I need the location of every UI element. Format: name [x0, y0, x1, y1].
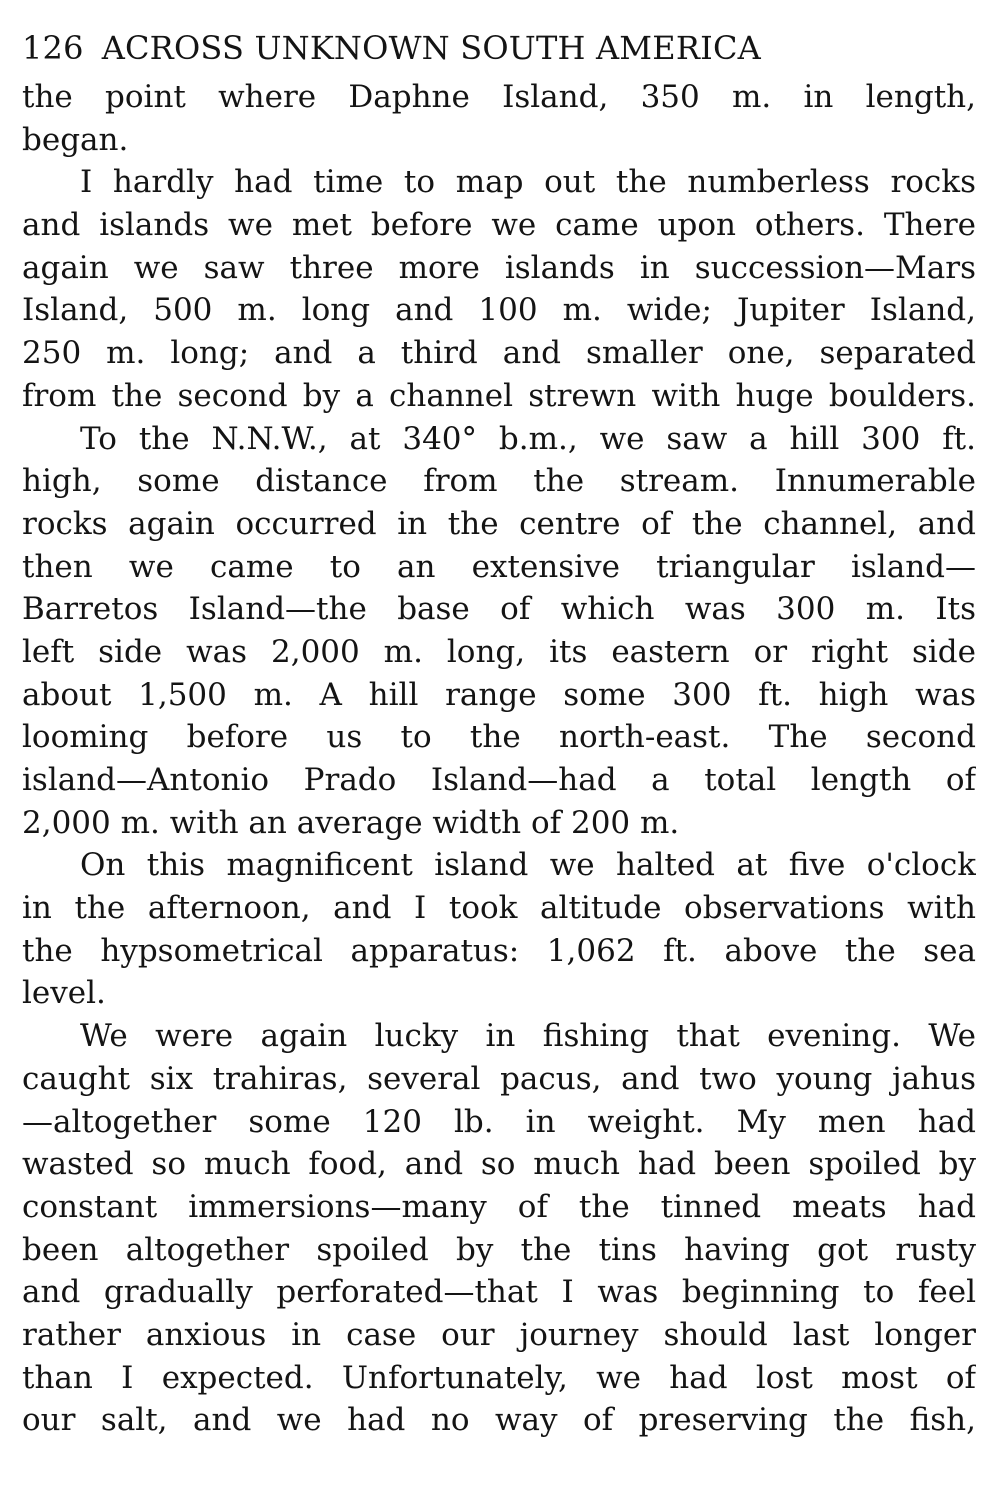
- text-line: high, some distance from the stream. Innumerable: [22, 463, 976, 500]
- paragraph-2: [22, 161, 976, 417]
- running-head: [22, 28, 976, 76]
- text-line: from the second by a channel strewn with huge boulders.: [22, 377, 976, 414]
- paragraph-4: [22, 844, 976, 1015]
- paragraph-1: [22, 76, 976, 161]
- text-line: rather anxious in case our journey should last longer: [22, 1316, 976, 1353]
- text-line: island—Antonio Prado Island—had a total length of: [22, 762, 976, 798]
- text-line: Barretos Island—the base of which was 300 m. Its: [22, 591, 976, 628]
- text-line: We were again lucky in fishing that evening. We: [80, 1018, 976, 1055]
- page-number: 126: [22, 29, 84, 67]
- text-line: and gradually perforated—that I was beginning to feel: [22, 1274, 976, 1311]
- text-line: I hardly had time to map out the numberless rocks: [80, 164, 976, 201]
- text-line: in the afternoon, and I took altitude observations with: [22, 890, 976, 927]
- text-line: 2,000 m. with an average width of 200 m.: [22, 804, 680, 841]
- text-line: our salt, and we had no way of preserving the fish,: [22, 1402, 976, 1439]
- text-line: rocks again occurred in the centre of the channel, and: [22, 505, 976, 542]
- text-line: then we came to an extensive triangular island—: [22, 548, 976, 585]
- text-line: and islands we met before we came upon others. There: [22, 207, 976, 244]
- body-text: [22, 76, 976, 1442]
- text-line: the hypsometrical apparatus: 1,062 ft. above the sea: [22, 932, 976, 969]
- text-line: than I expected. Unfortunately, we had lost most of: [22, 1359, 976, 1396]
- text-line: left side was 2,000 m. long, its eastern or right side: [22, 633, 976, 670]
- text-line: Island, 500 m. long and 100 m. wide; Jupiter Island,: [22, 292, 976, 329]
- text-line: caught six trahiras, several pacus, and two young jahus: [22, 1060, 976, 1097]
- text-line: To the N.N.W., at 340° b.m., we saw a hill 300 ft.: [80, 420, 976, 457]
- text-line: constant immersions—many of the tinned meats had: [22, 1188, 976, 1225]
- paragraph-5: [22, 1015, 976, 1442]
- text-line: began.: [22, 121, 129, 158]
- running-title: ACROSS UNKNOWN SOUTH AMERICA: [101, 29, 761, 67]
- text-line: about 1,500 m. A hill range some 300 ft. high was: [22, 676, 976, 713]
- paragraph-3: [22, 418, 976, 845]
- text-line: level.: [22, 975, 106, 1012]
- text-line: again we saw three more islands in succession—Mars: [22, 249, 976, 286]
- text-line: On this magnificent island we halted at five o'clock: [80, 847, 976, 884]
- text-line: been altogether spoiled by the tins having got rusty: [22, 1231, 976, 1268]
- text-line: looming before us to the north-east. The second: [22, 719, 976, 756]
- text-line: —altogether some 120 lb. in weight. My men had: [22, 1103, 976, 1140]
- text-line: 250 m. long; and a third and smaller one, separated: [22, 335, 976, 372]
- text-line: wasted so much food, and so much had been spoiled by: [22, 1146, 976, 1183]
- text-line: the point where Daphne Island, 350 m. in length,: [22, 79, 976, 115]
